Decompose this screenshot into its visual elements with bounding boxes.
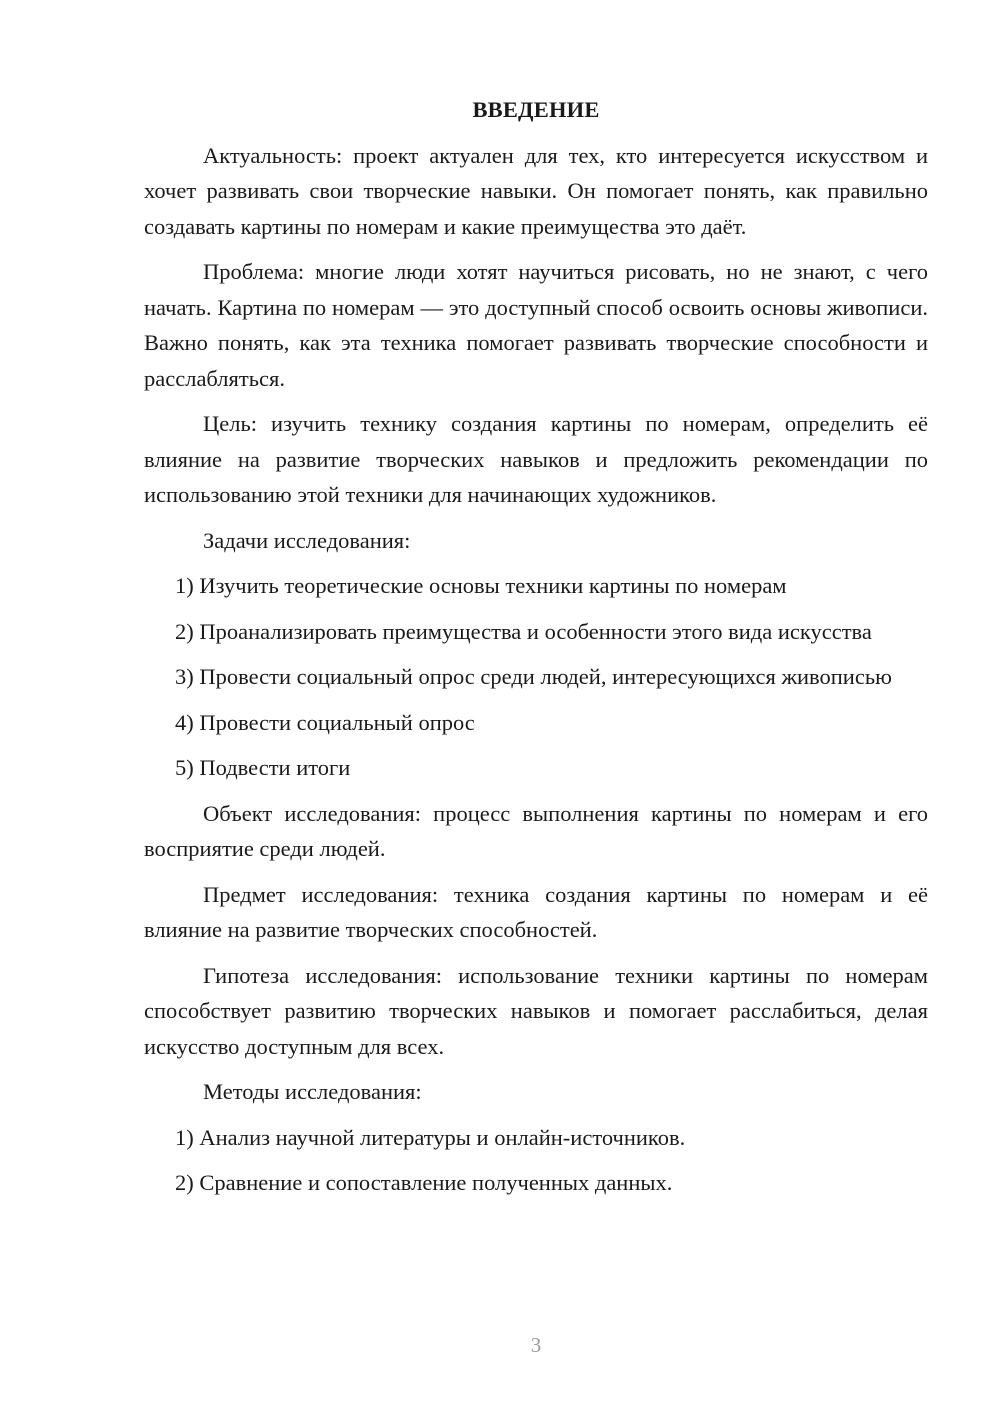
object-paragraph: Объект исследования: процесс выполнения картины по номерам и его восприятие среди людей. (144, 800, 928, 861)
document-page (144, 92, 928, 1211)
method-item: 1) Анализ научной литературы и онлайн-источников. (175, 1124, 686, 1150)
relevance-paragraph: Актуальность: проект актуален для тех, кто интересуется искусством и хочет развивать свои творческие навыки. Он помогает понять, как правильно создавать картины по номерам и какие преимущества это даёт. (144, 142, 928, 239)
task-item: 1) Изучить теоретические основы техники картины по номерам (175, 573, 787, 598)
page-number: 3 (530, 1333, 542, 1357)
methods-label: Методы исследования: (203, 1079, 422, 1104)
task-item: 2) Проанализировать преимущества и особенности этого вида искусства (175, 618, 872, 644)
task-item: 5) Подвести итоги (175, 755, 351, 780)
problem-paragraph: Проблема: многие люди хотят научиться рисовать, но не знают, с чего начать. Картина по номерам — это доступный способ освоить основы живописи. Важно понять, как эта техника помогает развивать творческие способности и расслабляться. (144, 259, 928, 391)
goal-paragraph: Цель: изучить технику создания картины по номерам, определить её влияние на развитие творческих навыков и предложить рекомендации по использованию этой техники для начинающих художников. (144, 411, 928, 507)
section-title: ВВЕДЕНИЕ (472, 97, 600, 122)
task-item: 4) Провести социальный опрос (175, 709, 475, 735)
task-item: 3) Провести социальный опрос среди людей, интересующихся живописью (175, 664, 892, 689)
tasks-label: Задачи исследования: (203, 527, 411, 553)
hypothesis-paragraph: Гипотеза исследования: использование техники картины по номерам способствует развитию творческих навыков и помогает расслабиться, делая искусство доступным для всех. (144, 962, 928, 1059)
method-item: 2) Сравнение и сопоставление полученных данных. (175, 1170, 673, 1195)
subject-paragraph: Предмет исследования: техника создания картины по номерам и её влияние на развитие творческих способностей. (144, 881, 928, 942)
